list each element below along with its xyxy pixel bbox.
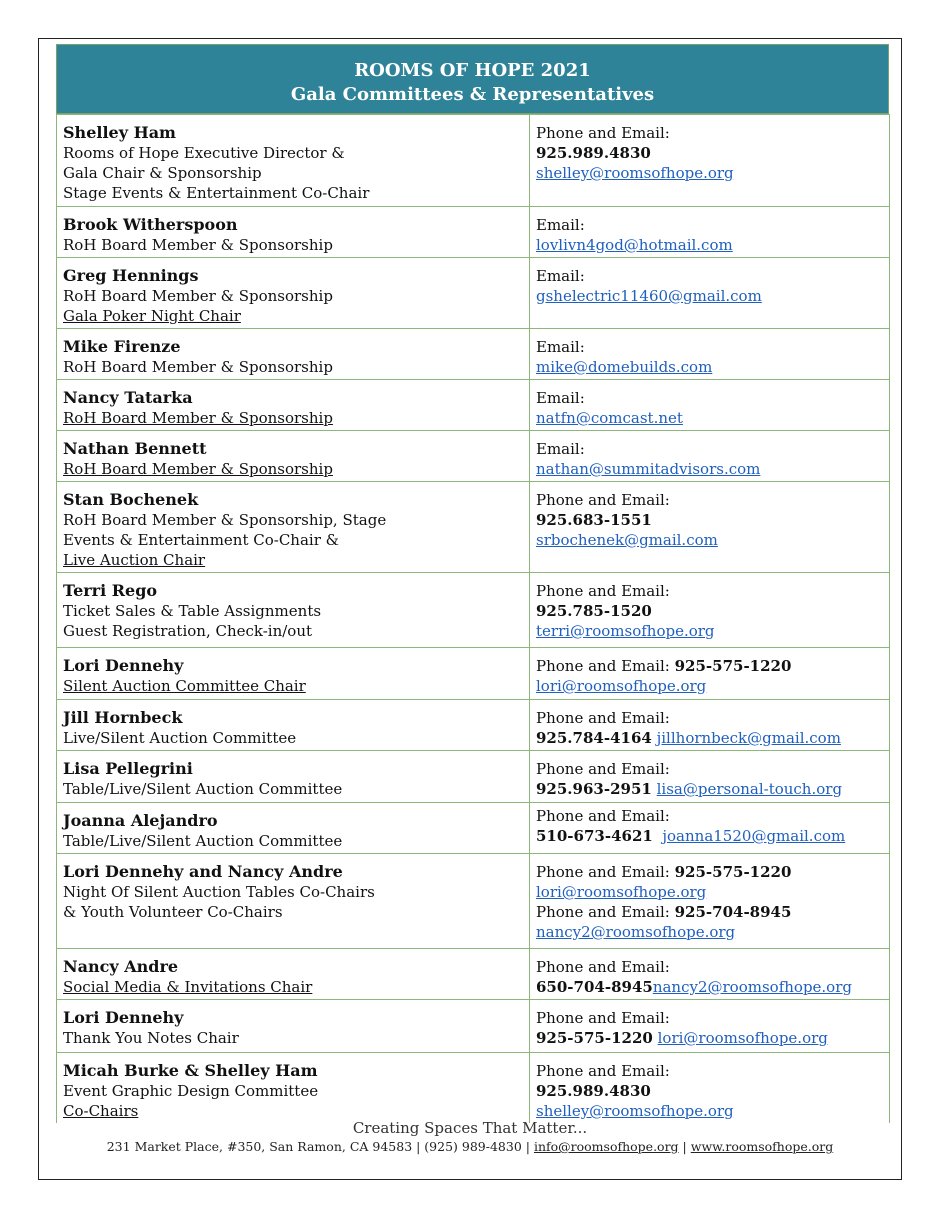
contact-label: Phone and Email: [536,760,670,778]
email-link[interactable]: natfn@comcast.net [536,409,683,427]
member-name: Jill Hornbeck [63,708,183,727]
member-name: Terri Rego [63,581,158,600]
contact-cell [530,482,890,573]
member-role: Live/Silent Auction Committee [63,729,297,747]
phone-number: 925-575-1220 [674,863,792,881]
document-header [56,44,889,114]
document-title: ROOMS OF HOPE 2021 [354,60,591,81]
member-role: Stage Events & Entertainment Co-Chair [63,184,370,202]
email-link[interactable]: srbochenek@gmail.com [536,531,718,549]
member-name: Nancy Andre [63,957,179,976]
contact-cell [530,803,890,854]
member-cell [57,700,530,751]
member-cell [57,431,530,482]
contact-cell [530,258,890,329]
member-name: Lori Dennehy [63,1008,184,1027]
member-cell [57,648,530,700]
member-role: Gala Poker Night Chair [63,307,241,325]
member-cell [57,380,530,431]
page-footer [38,1118,902,1156]
contact-cell [530,700,890,751]
contact-cell [530,573,890,648]
member-cell [57,751,530,803]
contact-label: Email: [536,216,585,234]
table-row [57,207,890,258]
table-row [57,1000,890,1053]
email-link[interactable]: lori@roomsofhope.org [536,677,707,695]
email-link[interactable]: terri@roomsofhope.org [536,622,715,640]
table-row [57,700,890,751]
member-role: Night Of Silent Auction Tables Co-Chairs [63,883,375,901]
contact-label: Email: [536,267,585,285]
member-name: Greg Hennings [63,266,199,285]
member-role: Silent Auction Committee Chair [63,677,306,695]
contact-cell [530,431,890,482]
phone-number: 925.784-4164 [536,729,652,747]
member-role: Rooms of Hope Executive Director & [63,144,345,162]
table-row [57,431,890,482]
member-name: Brook Witherspoon [63,215,238,234]
contact-label: Phone and Email: [536,582,670,600]
member-name: Stan Bochenek [63,490,199,509]
email-link[interactable]: shelley@roomsofhope.org [536,164,734,182]
contact-label: Phone and Email: [536,124,670,142]
table-row [57,380,890,431]
contact-label: Phone and Email: [536,863,670,881]
member-cell [57,115,530,207]
contact-label: Email: [536,440,585,458]
contact-label: Phone and Email: [536,958,670,976]
contact-label: Phone and Email: [536,657,670,675]
document-subtitle: Gala Committees & Representatives [290,84,655,105]
phone-number: 925-704-8945 [674,903,792,921]
member-role: RoH Board Member & Sponsorship [63,236,333,254]
contact-label: Email: [536,338,585,356]
footer-address: 231 Market Place, #350, San Ramon, CA 94583 | (925) 989-4830 | [106,1139,530,1154]
member-name: Lori Dennehy and Nancy Andre [63,862,343,881]
phone-number: 925.989.4830 [536,1082,651,1100]
member-cell [57,207,530,258]
table-row [57,648,890,700]
member-role: & Youth Volunteer Co-Chairs [63,903,283,921]
contact-cell [530,854,890,949]
member-name: Nathan Bennett [63,439,207,458]
member-role: Live Auction Chair [63,551,206,569]
footer-website-link[interactable]: www.roomsofhope.org [690,1139,834,1154]
table-row [57,751,890,803]
email-link[interactable]: jillhornbeck@gmail.com [656,729,841,747]
phone-number: 925-575-1220 [674,657,792,675]
member-name: Lisa Pellegrini [63,759,193,778]
member-role: Social Media & Invitations Chair [63,978,313,996]
contact-label: Email: [536,389,585,407]
contact-label: Phone and Email: [536,1009,670,1027]
email-link[interactable]: mike@domebuilds.com [536,358,713,376]
member-name: Mike Firenze [63,337,181,356]
member-name: Nancy Tatarka [63,388,193,407]
member-role: Guest Registration, Check-in/out [63,622,313,640]
contact-cell [530,751,890,803]
member-cell [57,1000,530,1053]
committee-table [56,114,890,1123]
email-link[interactable]: gshelectric11460@gmail.com [536,287,762,305]
contact-cell [530,1053,890,1124]
member-name: Joanna Alejandro [63,811,218,830]
footer-separator: | [682,1139,687,1154]
phone-number: 925-575-1220 [536,1029,653,1047]
member-cell [57,1053,530,1124]
table-row [57,949,890,1000]
contact-label: Phone and Email: [536,807,670,825]
table-row [57,573,890,648]
member-role: RoH Board Member & Sponsorship, Stage [63,511,387,529]
email-link[interactable]: lisa@personal-touch.org [656,780,843,798]
member-role: RoH Board Member & Sponsorship [63,358,333,376]
member-name: Shelley Ham [63,123,176,142]
table-row [57,854,890,949]
member-cell [57,854,530,949]
phone-number: 925.785-1520 [536,602,652,620]
contact-cell [530,949,890,1000]
member-name: Micah Burke & Shelley Ham [63,1061,318,1080]
member-cell [57,573,530,648]
contact-label: Phone and Email: [536,709,670,727]
email-link[interactable]: shelley@roomsofhope.org [536,1102,734,1120]
member-role: RoH Board Member & Sponsorship [63,409,333,427]
member-cell [57,258,530,329]
contact-cell [530,329,890,380]
member-cell [57,329,530,380]
member-cell [57,803,530,854]
contact-cell [530,380,890,431]
member-role: RoH Board Member & Sponsorship [63,287,333,305]
member-role: Ticket Sales & Table Assignments [63,602,322,620]
email-link[interactable]: nathan@summitadvisors.com [536,460,761,478]
contact-cell [530,1000,890,1053]
member-role: RoH Board Member & Sponsorship [63,460,333,478]
phone-number: 925.683-1551 [536,511,652,529]
phone-number: 650-704-8945 [536,978,653,996]
member-role: Events & Entertainment Co-Chair & [63,531,339,549]
contact-label: Phone and Email: [536,903,670,921]
member-cell [57,949,530,1000]
member-role: Event Graphic Design Committee [63,1082,319,1100]
footer-email-link[interactable]: info@roomsofhope.org [533,1139,679,1154]
phone-number: 925.963-2951 [536,780,652,798]
footer-tagline: Creating Spaces That Matter... [352,1119,588,1137]
table-row [57,329,890,380]
member-role: Thank You Notes Chair [63,1029,239,1047]
contact-cell [530,207,890,258]
table-row [57,258,890,329]
member-cell [57,482,530,573]
table-row [57,115,890,207]
table-row [57,482,890,573]
contact-label: Phone and Email: [536,491,670,509]
member-role: Co-Chairs [63,1102,139,1120]
email-link[interactable]: nancy2@roomsofhope.org [652,978,852,996]
email-link[interactable]: nancy2@roomsofhope.org [536,923,736,941]
table-row [57,803,890,854]
email-link[interactable]: lori@roomsofhope.org [657,1029,828,1047]
member-role: Gala Chair & Sponsorship [63,164,262,182]
phone-number: 925.989.4830 [536,144,651,162]
table-row [57,1053,890,1124]
contact-label: Phone and Email: [536,1062,670,1080]
email-link[interactable]: lovlivn4god@hotmail.com [536,236,733,254]
footer-contact-line [38,1138,902,1156]
member-role: Table/Live/Silent Auction Committee [63,832,343,850]
phone-number: 510-673-4621 [536,827,653,845]
contact-cell [530,115,890,207]
email-link[interactable]: lori@roomsofhope.org [536,883,707,901]
email-link[interactable]: joanna1520@gmail.com [662,827,846,845]
contact-cell [530,648,890,700]
member-name: Lori Dennehy [63,656,184,675]
member-role: Table/Live/Silent Auction Committee [63,780,343,798]
